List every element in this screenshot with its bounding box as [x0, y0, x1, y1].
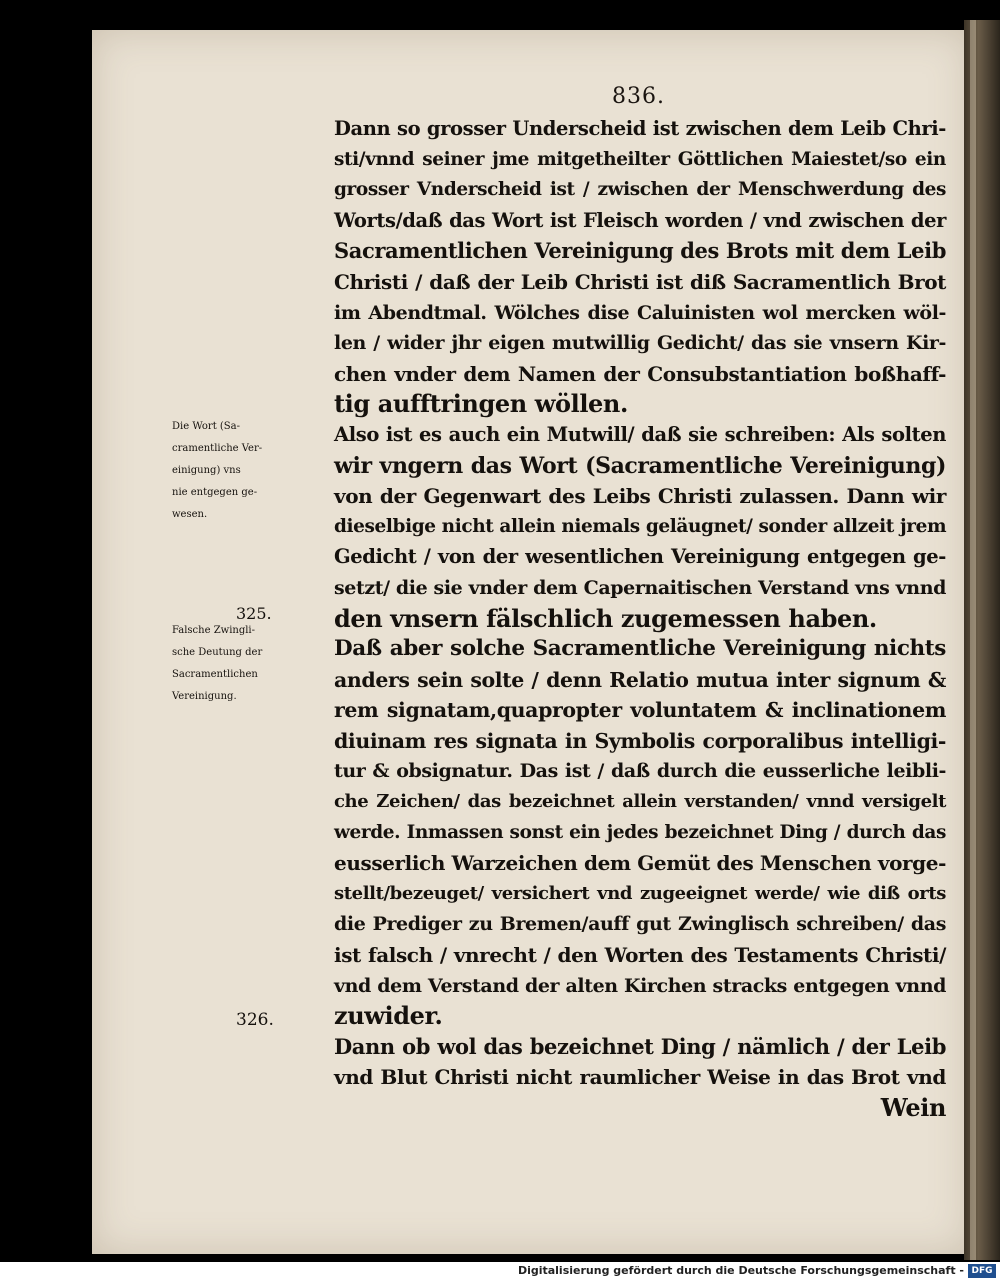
- text-line: von der Gegenwart des Leibs Christi zulassen. Dann wir: [334, 484, 946, 509]
- main-text: [334, 114, 946, 1124]
- margin-note-line: Falsche Zwingli-: [172, 625, 256, 636]
- margin-note-line: nie entgegen ge-: [172, 487, 258, 498]
- text-line: stellt/bezeuget/ versichert vnd zugeeignet werde/ wie diß orts: [334, 882, 946, 904]
- text-line: diuinam res signata in Symbolis corporalibus intelligi-: [334, 728, 946, 753]
- funding-credit: Digitalisierung gefördert durch die Deutsche Forschungsgemeinschaft -: [517, 1264, 964, 1277]
- margin-note-line: Sacramentlichen: [172, 669, 258, 680]
- text-line: vnd dem Verstand der alten Kirchen stracks entgegen vnnd: [334, 974, 946, 997]
- text-line: dieselbige nicht allein niemals geläugnet/ sonder allzeit jrem: [334, 515, 947, 537]
- text-line: Sacramentlichen Vereinigung des Brots mit dem Leib: [334, 238, 946, 264]
- text-line: Gedicht / von der wesentlichen Vereinigung entgegen ge-: [334, 545, 946, 569]
- page-edge: [970, 20, 976, 1260]
- margin-note-line: sche Deutung der: [172, 647, 263, 658]
- text-line: tur & obsignatur. Das ist / daß durch die eusserliche leibli-: [334, 760, 946, 783]
- text-line: wir vngern das Wort (Sacramentliche Vereinigung): [334, 452, 946, 479]
- text-line: Worts/daß das Wort ist Fleisch worden / vnd zwischen der: [334, 208, 946, 232]
- text-line: eusserlich Warzeichen dem Gemüt des Menschen vorge-: [334, 851, 946, 876]
- text-line: len / wider jhr eigen mutwillig Gedicht/ das sie vnsern Kir-: [334, 332, 946, 355]
- margin-note-line: Vereinigung.: [172, 691, 237, 702]
- text-line: tig aufftringen wöllen.: [334, 389, 628, 419]
- margin-note-line: wesen.: [172, 509, 208, 520]
- margin-section-number: 325.: [236, 604, 272, 623]
- margin-note-line: Die Wort (Sa-: [172, 421, 241, 432]
- dfg-logo-icon: DFG: [968, 1264, 996, 1278]
- text-line: Christi / daß der Leib Christi ist diß Sacramentlich Brot: [334, 269, 946, 294]
- text-line: Also ist es auch ein Mutwill/ daß sie schreiben: Als solten: [334, 422, 946, 446]
- margin-note: [172, 416, 332, 526]
- text-line: grosser Vnderscheid ist / zwischen der Menschwerdung des: [334, 179, 946, 201]
- margin-note: [172, 620, 332, 708]
- text-line: setzt/ die sie vnder dem Capernaitischen Verstand vns vnnd: [334, 576, 946, 599]
- text-line: zuwider.: [334, 1001, 443, 1031]
- text-line: rem signatam,quapropter voluntatem & inclinationem: [334, 698, 946, 723]
- text-line: die Prediger zu Bremen/auff gut Zwinglisch schreiben/ das: [334, 913, 946, 936]
- text-line: vnd Blut Christi nicht raumlicher Weise in das Brot vnd: [334, 1065, 946, 1090]
- page-number: 836.: [612, 84, 665, 109]
- margin-note-line: cramentliche Ver-: [172, 443, 263, 454]
- text-line: che Zeichen/ das bezeichnet allein verstanden/ vnnd versigelt: [334, 791, 946, 813]
- text-line: anders sein solte / denn Relatio mutua inter signum &: [334, 667, 946, 692]
- margin-section-number: 326.: [236, 1010, 274, 1030]
- text-line: werde. Inmassen sonst ein jedes bezeichnet Ding / durch das: [334, 821, 946, 843]
- text-line: ist falsch / vnrecht / den Worten des Testaments Christi/: [334, 943, 946, 968]
- text-line: Daß aber solche Sacramentliche Vereinigung nichts: [334, 636, 946, 662]
- footer-bar: [0, 1262, 1000, 1282]
- text-line: sti/vnnd seiner jme mitgetheilter Göttlichen Maiestet/so ein: [334, 148, 946, 170]
- text-line: den vnsern fälschlich zugemessen haben.: [334, 603, 877, 633]
- text-line: Dann ob wol das bezeichnet Ding / nämlich / der Leib: [334, 1033, 946, 1059]
- text-line: Dann so grosser Underscheid ist zwischen dem Leib Chri-: [334, 117, 946, 140]
- catchword: Wein: [880, 1093, 946, 1122]
- margin-note-line: einigung) vns: [172, 465, 241, 476]
- text-line: im Abendtmal. Wölches dise Caluinisten wol mercken wöl-: [334, 301, 946, 324]
- text-line: chen vnder dem Namen der Consubstantiation boßhaff-: [334, 361, 946, 386]
